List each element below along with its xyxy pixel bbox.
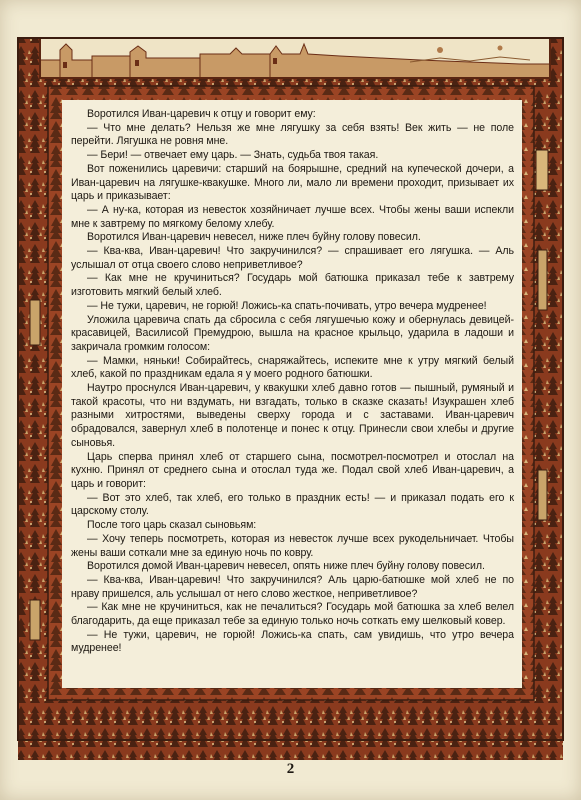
paragraph: — Как мне не кручиниться? Государь мой батюшка приказал тебе к завтрему изготовить мягкий белый хлеб. bbox=[71, 272, 514, 299]
paragraph: После того царь сказал сыновьям: bbox=[87, 519, 257, 532]
paragraph: Вот поженились царевичи: старший на боярышне, средний на купеческой дочери, а Иван-царевич на лягушке-квакушке. Много ли, мало ли времени проходит, призывает их царь и приказывает: bbox=[71, 162, 514, 203]
paragraph: — Мамки, няньки! Собирайтесь, снаряжайтесь, испеките мне к утру мягкий белый хлеб, какой по праздникам едала я у моего родного батюшки. bbox=[71, 354, 514, 381]
paragraph: Воротился Иван-царевич невесел, ниже плеч буйну голову повесил. bbox=[87, 231, 421, 244]
paragraph: Царь сперва принял хлеб от старшего сына, посмотрел-посмотрел и отослал на кухню. Принял от среднего сына и отослал туда же. Подал свой хлеб Иван-царевич, а царь и говорит: bbox=[71, 450, 514, 490]
paragraph: — Не тужи, царевич, не горюй! Ложись-ка спать-почивать, утро вечера мудренее! bbox=[87, 299, 487, 312]
paragraph: — Вот это хлеб, так хлеб, его только в праздник есть! — и приказал подать его к царскому столу. bbox=[71, 491, 514, 518]
paragraph: — Не тужи, царевич, не горюй! Ложись-ка спать, сам увидишь, что утро вечера мудренее! bbox=[71, 628, 514, 655]
paragraph: Уложила царевича спать да сбросила с себя лягушечью кожу и обернулась девицей-красавицей, Василисой Премудрою, вышла на красное крыльцо, ударила в ладоши и закричала громким голосом: bbox=[71, 313, 514, 353]
page-number: 2 bbox=[286, 761, 295, 777]
story-text-panel bbox=[62, 100, 522, 688]
paragraph: — Бери! — отвечает ему царь. — Знать, судьба твоя такая. bbox=[87, 149, 379, 162]
paragraph: Воротился домой Иван-царевич невесел, опять ниже плеч буйну голову повесил. bbox=[87, 560, 485, 573]
paragraph: — Ква-ква, Иван-царевич! Что закручинился? — спрашивает его лягушка. — Аль услышал от отца своего слово неприветливое? bbox=[71, 245, 514, 271]
paragraph: — Хочу теперь посмотреть, которая из невесток лучше всех рукодельничает. Чтобы жены ваши соткали мне за единую ночь по ковру. bbox=[71, 532, 514, 559]
paragraph: Наутро проснулся Иван-царевич, у квакушки хлеб давно готов — пышный, румяный и такой красоты, что ни вздумать, ни взгадать, только в сказке сказать! Изукрашен хлеб разными хитростями, выведены сверху города и с заставами. Иван-царевич обрадовался, завернул хлеб в полотенце и понес к отцу. Принесли свои хлебы и другие сыновья. bbox=[71, 382, 514, 449]
bottom-forest-band bbox=[40, 700, 550, 740]
paragraph: Воротился Иван-царевич к отцу и говорит ему: bbox=[87, 108, 316, 120]
paragraph: — Как мне не кручиниться, как не печалиться? Государь мой батюшка за хлеб велел благодарить, да еще приказал тебе за единую только ночь соткать ему шелковый ковер. bbox=[71, 601, 514, 628]
paragraph: — А ну-ка, которая из невесток хозяйничает лучше всех. Чтобы жены ваши испекли мне к завтрему по мягкому белому хлебу. bbox=[71, 203, 514, 230]
city-skyline bbox=[40, 38, 550, 78]
paragraph: — Ква-ква, Иван-царевич! Что закручинился? Аль царю-батюшке мой хлеб не по нраву пришелся, аль услышал от него слово жесткое, неприветливое? bbox=[71, 573, 514, 600]
paragraph: — Что мне делать? Нельзя же мне лягушку за себя взять! Век жить — не поле перейти. Лягушка не ровня мне. bbox=[71, 121, 514, 148]
